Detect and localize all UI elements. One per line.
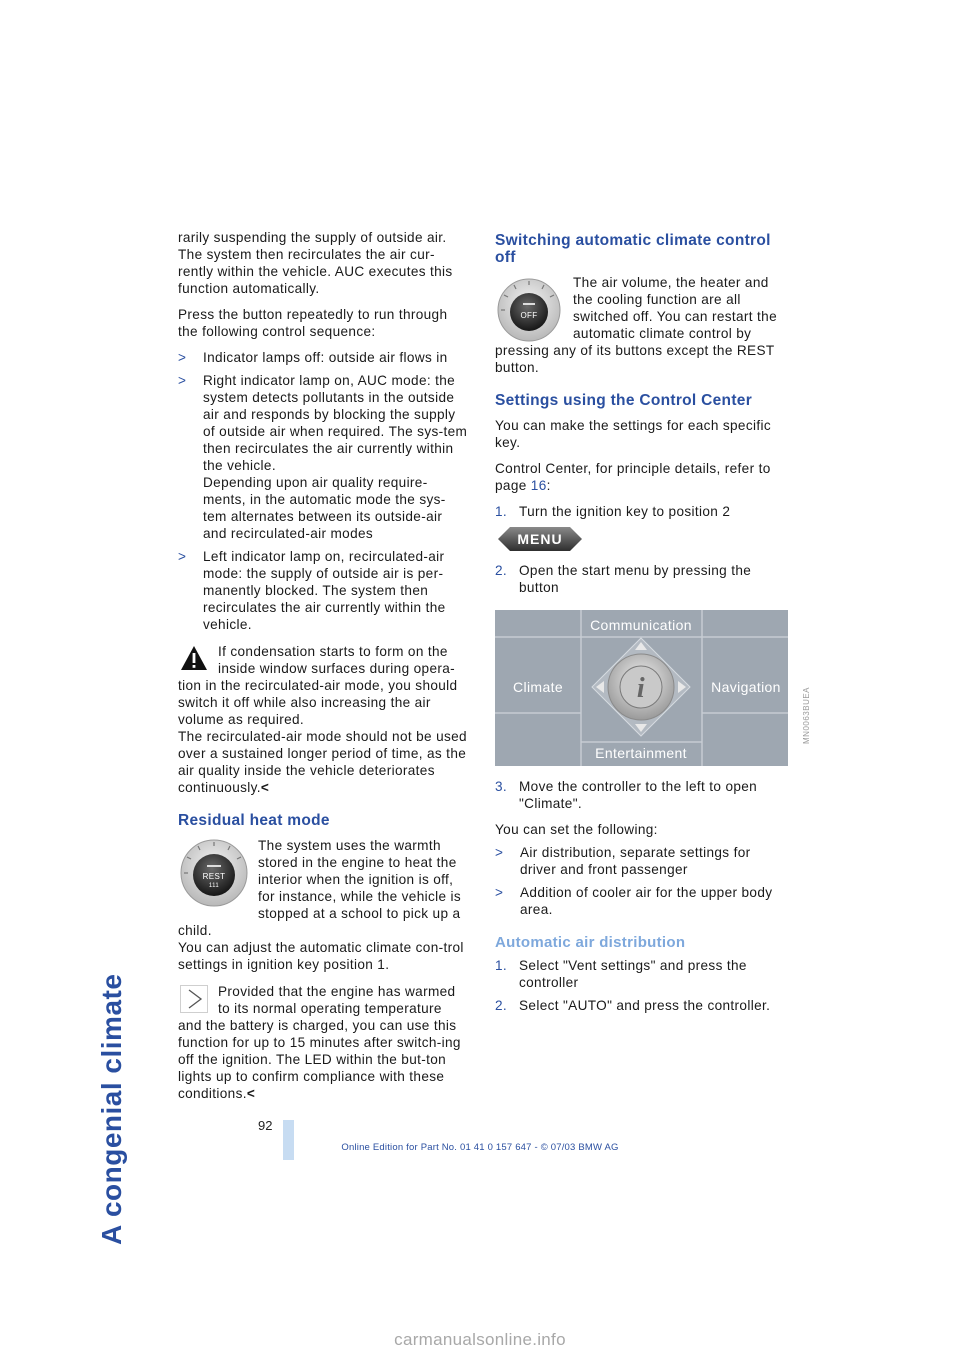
cc-right-label: Navigation xyxy=(711,679,781,695)
sequence-intro: Press the button repeatedly to run through the following control sequence: xyxy=(178,307,448,339)
step-item: 1. Turn the ignition key to position 2 xyxy=(495,504,731,519)
cc-paragraph-1: You can make the settings for each specific key. xyxy=(495,418,771,450)
watermark: carmanualsonline.info xyxy=(394,1330,566,1349)
cc-left-label: Climate xyxy=(513,679,563,695)
list-item: > Addition of cooler air for the upper body area. xyxy=(495,885,773,917)
bullet-marker: > xyxy=(495,885,504,900)
chapter-side-title: A congenial climate xyxy=(96,973,127,1245)
footer-edition: Online Edition for Part No. 01 41 0 157 647 - © 07/03 BMW AG xyxy=(341,1142,619,1153)
rest-button-icon xyxy=(180,839,248,907)
menu-button-image xyxy=(497,526,583,552)
step-item: 1. Select "Vent settings" and press the controller xyxy=(495,958,747,990)
step-item: 2. Open the start menu by pressing the button xyxy=(495,563,752,595)
list-item: > Left indicator lamp on, recirculated-air mode: the supply of outside air is per-manently blocked. The system then recirculates the air currently within the vehicle. xyxy=(178,549,446,632)
bullet-marker: > xyxy=(178,350,187,365)
rest-label: REST xyxy=(202,872,226,881)
page-link[interactable]: 16 xyxy=(530,478,547,493)
left-column xyxy=(178,229,468,1102)
off-label: OFF xyxy=(520,311,538,320)
list-item: > Indicator lamps off: outside air flows in xyxy=(178,350,448,365)
subheading-auto-air: Automatic air distribution xyxy=(495,934,686,951)
warning-triangle-icon xyxy=(180,645,208,671)
warning-text: If condensation starts to form on the inside window surfaces during opera-tion in the recirculated-air mode, you should switch it off while also increasing the air volume as required. xyxy=(178,644,458,727)
switch-off-text: The air volume, the heater and the cooling function are all switched off. You can restart the automatic climate control by pressing any of its buttons except the REST button. xyxy=(495,275,777,375)
off-button-icon xyxy=(497,278,561,342)
list-item: > Air distribution, separate settings for driver and front passenger xyxy=(495,845,751,877)
cc-bottom-label: Entertainment xyxy=(595,745,687,761)
cc-paragraph-2: Control Center, for principle details, refer to page 16: xyxy=(495,461,771,493)
intro-paragraph: rarily suspending the supply of outside air. The system then recirculates the air cur-rently within the vehicle. AUC executes this function automatically. xyxy=(178,230,453,296)
image-code: MN0063BUEA xyxy=(802,686,811,744)
note-arrow-icon xyxy=(180,985,208,1013)
end-mark: < xyxy=(260,780,270,795)
end-mark: < xyxy=(246,1086,256,1101)
warning-note xyxy=(178,643,468,796)
warning-text-2: The recirculated-air mode should not be used over a sustained longer period of time, as the air quality inside the vehicle deteriorates continuously. xyxy=(178,729,467,795)
residual-text-2: You can adjust the automatic climate con-trol settings in ignition key position 1. xyxy=(178,940,464,972)
right-column xyxy=(495,229,790,1020)
cc-top-label: Communication xyxy=(590,617,692,633)
residual-text: The system uses the warmth stored in the engine to heat the interior when the ignition is off, for instance, while the vehicle is stopped at a school to pick up a child. xyxy=(178,838,462,938)
page-bar xyxy=(283,1120,294,1160)
bullet-marker: > xyxy=(178,373,187,388)
list-item: > Right indicator lamp on, AUC mode: the system detects pollutants in the outside air and responds by blocking the supply of outside air when required. The sys-tem then recirculates the air currently within the vehicle. Depending upon air quality require-ments, in the automatic mode the sys-tem alternates between its outside-air and recirculated-air modes xyxy=(178,373,468,541)
section-heading-residual-heat: Residual heat mode xyxy=(178,812,330,829)
switch-off-block xyxy=(495,274,790,376)
step-item: 3. Move the controller to the left to open "Climate". xyxy=(495,779,758,811)
residual-heat-block xyxy=(178,837,468,973)
control-center-screen xyxy=(495,610,788,766)
rest-sub-label: 111 xyxy=(208,883,220,889)
section-heading-switch-off: Switching automatic climate control off xyxy=(495,232,771,266)
menu-label: MENU xyxy=(517,531,563,547)
page-number: 92 xyxy=(258,1118,273,1133)
info-icon: i xyxy=(636,673,646,704)
settings-intro: You can set the following: xyxy=(495,822,658,837)
section-heading-control-center: Settings using the Control Center xyxy=(495,392,753,409)
note-text: Provided that the engine has warmed to its normal operating temperature and the battery is charged, you can use this function for up to 15 minutes after switch-ing off the ignition. The LED within the but-ton lights up to confirm compliance with these conditions. xyxy=(178,984,461,1101)
note-block xyxy=(178,983,468,1102)
bullet-marker: > xyxy=(495,845,504,860)
step-item: 2. Select "AUTO" and press the controller. xyxy=(495,998,771,1013)
bullet-marker: > xyxy=(178,549,187,564)
